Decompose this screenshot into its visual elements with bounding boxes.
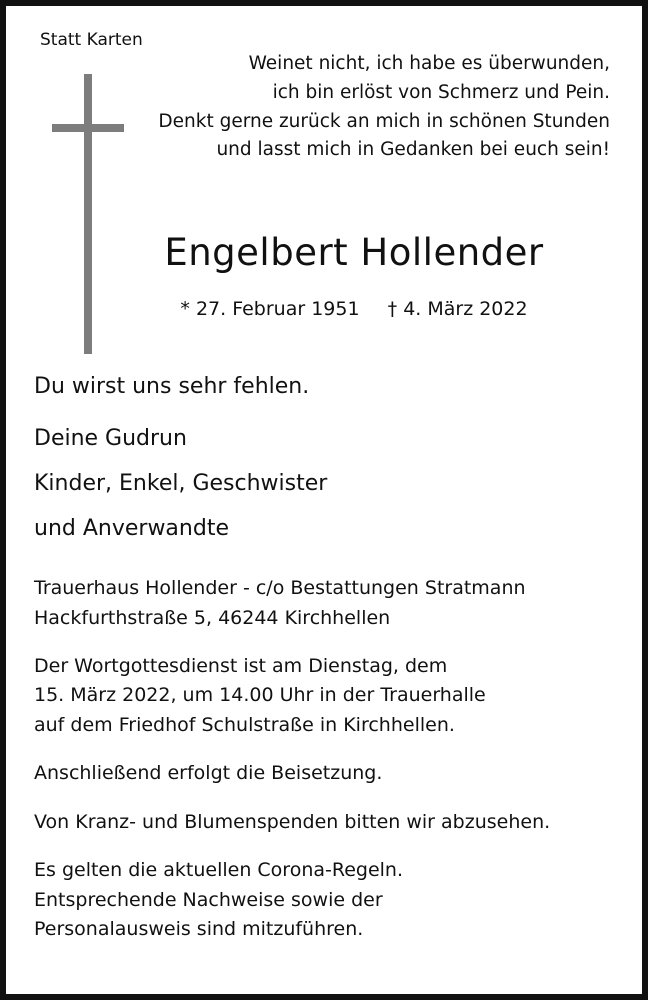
corona-line: Entsprechende Nachweise sowie der <box>34 888 383 911</box>
address-line: Trauerhaus Hollender - c/o Bestattungen Stratmann <box>34 577 526 600</box>
mourning-block <box>34 376 614 540</box>
verse-line: ich bin erlöst von Schmerz und Pein. <box>272 82 610 104</box>
corona-line: Es gelten die aktuellen Corona-Regeln. <box>34 859 404 882</box>
birth-date: * 27. Februar 1951 <box>180 298 360 321</box>
corona-line: Personalausweis sind mitzuführen. <box>34 918 364 941</box>
deceased-name: Engelbert Hollender <box>164 231 544 275</box>
burial-paragraph: Anschließend erfolgt die Beisetzung. <box>34 762 383 785</box>
service-line: Der Wortgottesdienst ist am Dienstag, dem <box>34 654 448 677</box>
details-block <box>34 574 614 944</box>
cross-vertical-bar <box>84 74 92 354</box>
service-line: 15. März 2022, um 14.00 Uhr in der Trauerhalle <box>34 684 486 707</box>
mourner-line: Deine Gudrun <box>34 426 187 452</box>
flowers-paragraph: Von Kranz- und Blumenspenden bitten wir abzusehen. <box>34 810 551 833</box>
mourner-line: Kinder, Enkel, Geschwister <box>34 471 328 497</box>
death-date: † 4. März 2022 <box>387 298 528 321</box>
notice-inner <box>6 6 642 994</box>
verse-line: Denkt gerne zurück an mich in schönen Stunden <box>158 110 610 132</box>
cross-icon <box>52 74 124 354</box>
farewell-line: Du wirst uns sehr fehlen. <box>34 374 310 400</box>
verse-line: Weinet nicht, ich habe es überwunden, <box>248 53 610 75</box>
cross-horizontal-bar <box>52 124 124 132</box>
verse-line: und lasst mich in Gedanken bei euch sein! <box>216 139 610 161</box>
corona-paragraph <box>34 856 614 944</box>
statt-karten-label: Statt Karten <box>40 30 143 50</box>
address-paragraph <box>34 574 614 633</box>
address-line: Hackfurthstraße 5, 46244 Kirchhellen <box>34 606 391 629</box>
service-line: auf dem Friedhof Schulstraße in Kirchhellen. <box>34 713 455 736</box>
service-paragraph <box>34 652 614 740</box>
mourner-line: und Anverwandte <box>34 516 229 542</box>
